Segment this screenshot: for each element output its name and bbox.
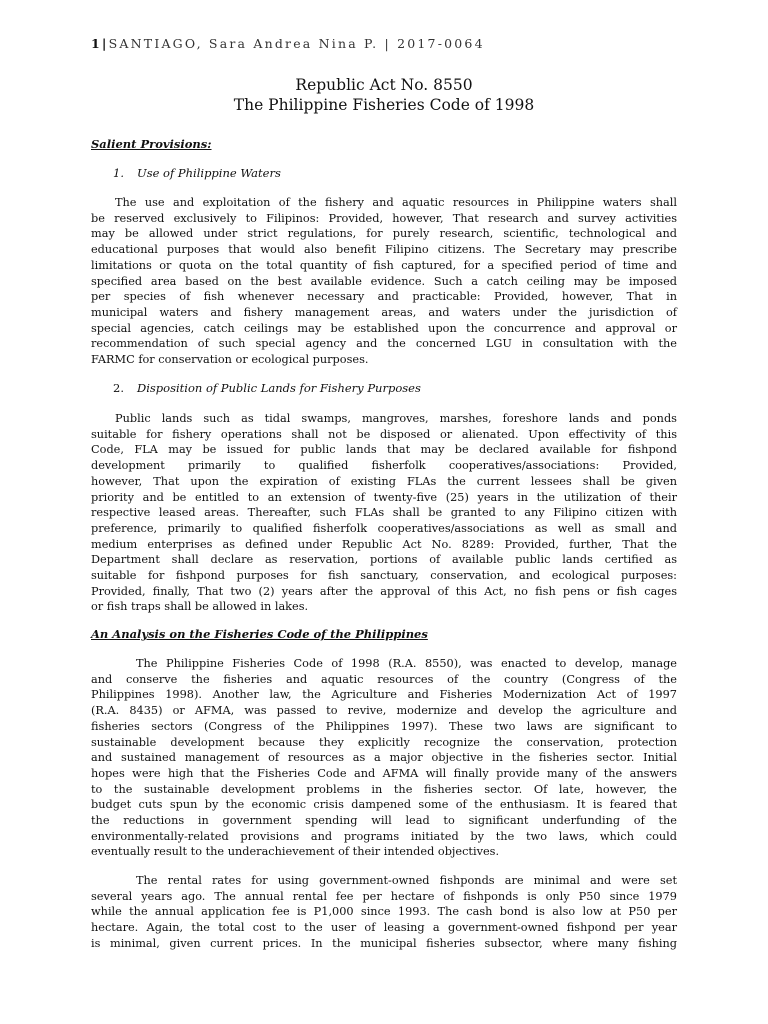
analysis-paragraph-2 [91,873,677,952]
paragraph-line: medium enterprises as defined under Republic Act No. 8289: Provided, further, That the [91,537,677,551]
paragraph-line: educational purposes that would also benefit Filipino citizens. The Secretary may prescribe [91,243,677,257]
paragraph-line: budget cuts spun by the economic crisis dampened some of the enthusiasm. It is feared that [91,798,677,812]
provision-paragraph-2 [91,411,677,615]
paragraph-line: be reserved exclusively to Filipinos: Provided, however, That research and survey activities [91,211,677,225]
paragraph-line: The Philippine Fisheries Code of 1998 (R.A. 8550), was enacted to develop, manage [136,657,677,670]
salient-provisions-heading: Salient Provisions: [91,137,212,151]
author-name: SANTIAGO, Sara Andrea Nina P. [108,36,379,51]
paragraph-line: recommendation of such special agency and the concerned LGU in consultation with the [91,337,677,351]
paragraph-line: and sustained management of resources as a major objective in the fisheries sector. Initial [91,751,677,765]
provision-number-1: 1. [113,166,124,180]
paragraph-line: FARMC for conservation or ecological purposes. [91,353,369,367]
header-separator: | [101,36,109,51]
paragraph-line: to the sustainable development problems in the fisheries sector. Of late, however, the [91,782,677,796]
paragraph-line: sustainable development because they explicitly recognize the conservation, protection [91,735,677,749]
paragraph-line: several years ago. The annual rental fee per hectare of fishponds is only P50 since 1979 [91,889,677,903]
paragraph-line: hopes were high that the Fisheries Code and AFMA will finally provide many of the answers [91,766,677,780]
paragraph-line: development primarily to qualified fisherfolk cooperatives/associations: Provided, [91,459,677,473]
page-number: 1 [91,36,102,51]
paragraph-line: while the annual application fee is P1,000 since 1993. The cash bond is also low at P50 per [91,905,677,919]
paragraph-line: fisheries sectors (Congress of the Philippines 1997). These two laws are significant to [91,719,677,733]
student-id: 2017-0064 [397,36,485,51]
paragraph-line: environmentally-related provisions and programs initiated by the two laws, which could [91,829,677,843]
paragraph-line: Code, FLA may be issued for public lands that may be declared available for fishpond [91,443,677,457]
paragraph-line: per species of fish whenever necessary and practicable: Provided, however, That in [91,290,677,304]
paragraph-line: The use and exploitation of the fishery and aquatic resources in Philippine waters shall [115,196,677,209]
paragraph-line: Department shall declare as reservation, portions of available public lands certified as [91,553,677,567]
page-header [91,36,485,51]
provision-item-1 [113,166,281,180]
paragraph-line: (R.A. 8435) or AFMA, was passed to revive, modernize and develop the agriculture and [91,704,677,718]
paragraph-line: however, That upon the expiration of existing FLAs the current lessees shall be given [91,474,677,488]
paragraph-line: suitable for fishery operations shall not be disposed or alienated. Upon effectivity of this [91,427,677,441]
provision-paragraph-1 [91,195,677,368]
paragraph-line: preference, primarily to qualified fisherfolk cooperatives/associations as well as small and [91,521,677,535]
paragraph-line: suitable for fishpond purposes for fish sanctuary, conservation, and ecological purposes: [91,569,677,583]
paragraph-line: and conserve the fisheries and aquatic resources of the country (Congress of the [91,672,677,686]
provision-item-2 [113,381,421,395]
paragraph-line: Public lands such as tidal swamps, mangroves, marshes, foreshore lands and ponds [115,412,677,425]
header-separator-2: | [384,36,391,51]
paragraph-line: hectare. Again, the total cost to the user of leasing a government-owned fishpond per year [91,921,677,935]
paragraph-line: specified area based on the best available evidence. Such a catch ceiling may be imposed [91,274,677,288]
paragraph-line: is minimal, given current prices. In the municipal fisheries subsector, where many fishing [91,936,677,950]
paragraph-line: municipal waters and fishery management areas, and waters under the jurisdiction of [91,305,677,319]
paragraph-line: or fish traps shall be allowed in lakes. [91,600,309,614]
paragraph-line: priority and be entitled to an extension of twenty-five (25) years in the utilization of their [91,490,677,504]
paragraph-line: may be allowed under strict regulations, for purely research, scientific, technological and [91,227,677,241]
paragraph-line: The rental rates for using government-owned fishponds are minimal and were set [136,874,677,887]
provision-number-2: 2. [113,381,124,395]
paragraph-line: the reductions in government spending will lead to significant underfunding of the [91,814,677,828]
document-title-line1: Republic Act No. 8550 [295,76,473,94]
document-title-line2: The Philippine Fisheries Code of 1998 [233,96,535,114]
analysis-heading: An Analysis on the Fisheries Code of the Philippines [91,627,428,641]
provision-label-1: Use of Philippine Waters [137,166,281,180]
paragraph-line: limitations or quota on the total quantity of fish captured, for a specified period of time and [91,258,677,272]
paragraph-line: Provided, finally, That two (2) years after the approval of this Act, no fish pens or fish cages [91,584,677,598]
paragraph-line: Philippines 1998). Another law, the Agriculture and Fisheries Modernization Act of 1997 [91,688,677,702]
paragraph-line: special agencies, catch ceilings may be established upon the concurrence and approval or [91,321,677,335]
paragraph-line: respective leased areas. Thereafter, such FLAs shall be granted to any Filipino citizen with [91,506,677,520]
provision-label-2: Disposition of Public Lands for Fishery Purposes [137,381,421,395]
paragraph-line: eventually result to the underachievement of their intended objectives. [91,845,500,859]
analysis-paragraph-1 [91,656,677,860]
